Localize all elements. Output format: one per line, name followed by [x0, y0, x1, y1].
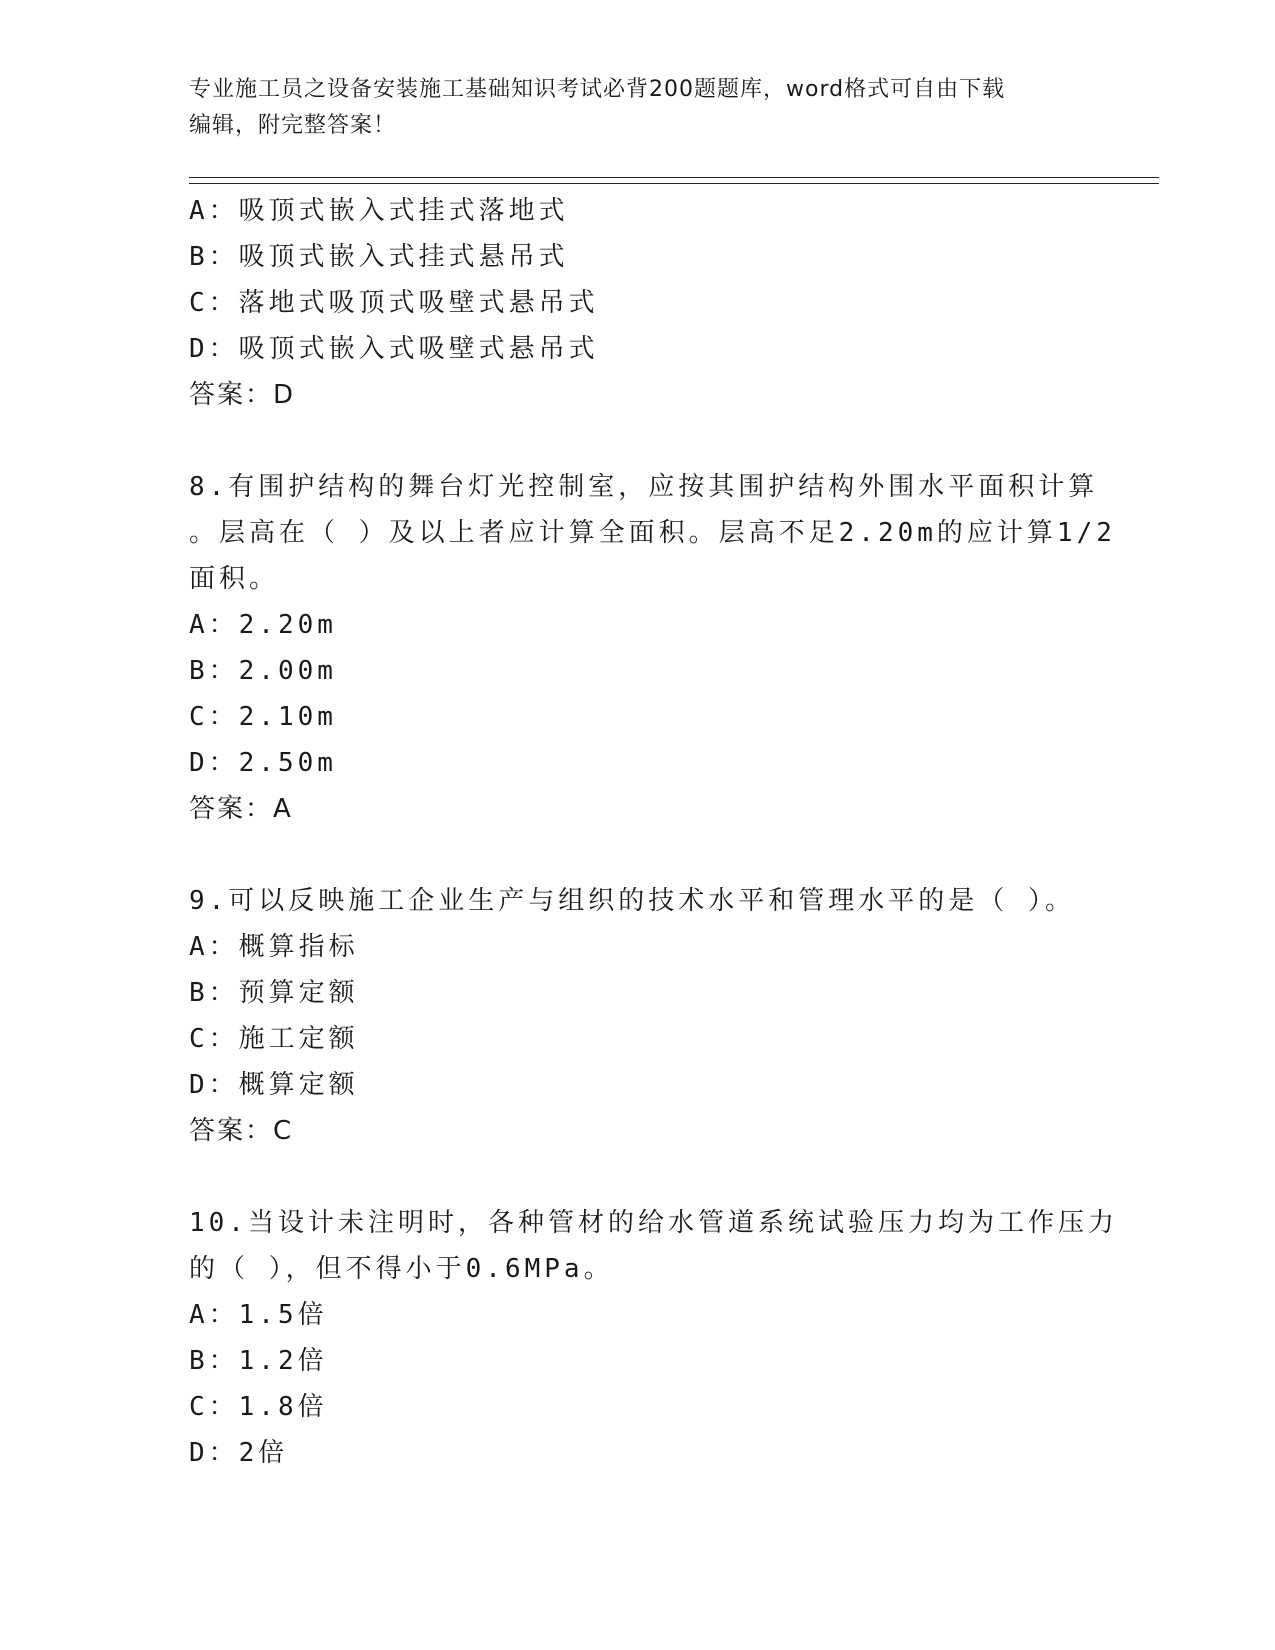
question-10 [189, 1200, 1118, 1476]
answer-label: 答案：A [189, 794, 293, 824]
answer-label: 答案：D [189, 380, 296, 410]
option-c: C：2.10m [189, 702, 337, 732]
option-d: D：2倍 [189, 1438, 289, 1468]
option-b: B：2.00m [189, 656, 337, 686]
option-b: B：预算定额 [189, 978, 359, 1008]
option-d: D：概算定额 [189, 1070, 359, 1100]
question-stem-line: 8.有围护结构的舞台灯光控制室，应按其围护结构外围水平面积计算 [189, 472, 1099, 502]
document-header [189, 72, 1089, 144]
header-divider-top [189, 177, 1159, 178]
option-d: D：2.50m [189, 748, 337, 778]
option-b: B：1.2倍 [189, 1346, 328, 1376]
question-9 [189, 878, 1089, 1154]
question-stem-line: 10.当设计未注明时，各种管材的给水管道系统试验压力均为工作压力 [189, 1208, 1118, 1238]
option-d: D：吸顶式嵌入式吸壁式悬吊式 [189, 334, 599, 364]
question-8 [189, 464, 1116, 832]
header-divider-bottom [189, 183, 1159, 184]
header-line-2: 编辑，附完整答案！ [189, 113, 397, 138]
header-line-1: 专业施工员之设备安装施工基础知识考试必背200题题库，word格式可自由下载 [189, 77, 1006, 102]
option-c: C：落地式吸顶式吸壁式悬吊式 [189, 288, 599, 318]
option-c: C：施工定额 [189, 1024, 359, 1054]
option-a: A：1.5倍 [189, 1300, 328, 1330]
option-a: A：吸顶式嵌入式挂式落地式 [189, 196, 569, 226]
option-a: A：概算指标 [189, 932, 359, 962]
answer-label: 答案：C [189, 1116, 294, 1146]
option-c: C：1.8倍 [189, 1392, 328, 1422]
question-stem-line: 9.可以反映施工企业生产与组织的技术水平和管理水平的是（ ）。 [189, 886, 1075, 916]
spacer [189, 418, 1089, 464]
option-a: A：2.20m [189, 610, 337, 640]
spacer [189, 832, 1089, 878]
question-list [189, 188, 1118, 1476]
spacer [189, 1154, 1089, 1200]
question-7 [189, 188, 1089, 418]
question-stem-line: 的（ ），但不得小于0.6MPa。 [189, 1254, 614, 1284]
question-stem-line: 面积。 [189, 564, 280, 594]
option-b: B：吸顶式嵌入式挂式悬吊式 [189, 242, 569, 272]
question-stem-line: 。层高在（ ）及以上者应计算全面积。层高不足2.20m的应计算1/2 [189, 518, 1116, 548]
